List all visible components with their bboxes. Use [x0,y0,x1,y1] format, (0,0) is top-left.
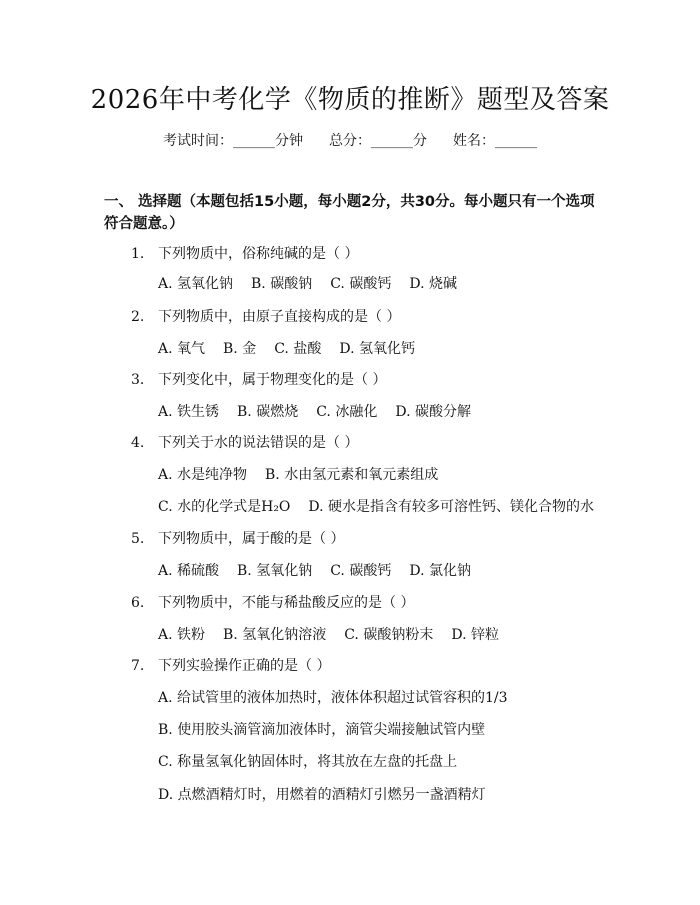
question-stem: 下列物质中，不能与稀盐酸反应的是（ ） [158,595,415,611]
question-1 [131,244,358,264]
question-3-options [158,402,471,422]
question-2-options [158,339,415,359]
question-3 [131,370,386,390]
option-a: A. 铁生锈 [158,404,220,420]
option-c: C. 碳酸钙 [330,276,392,292]
option-d: D. 烧碱 [409,276,457,292]
question-4-options-row-1 [158,465,438,485]
total-score-field: 总分：______分 [329,133,427,149]
question-4 [131,433,358,453]
option-b: B. 金 [223,341,257,357]
option-a: A. 氢氧化钠 [158,276,234,292]
option-b: B. 碳酸钠 [251,276,313,292]
option-c: C. 盐酸 [274,341,322,357]
question-number: 2. [131,309,145,325]
question-7-option-a: A. 给试管里的液体加热时，液体体积超过试管容积的1/3 [158,690,508,706]
option-d: D. 硬水是指含有较多可溶性钙、镁化合物的水 [308,499,595,515]
exam-meta [0,131,700,151]
option-b: B. 碳燃烧 [237,404,299,420]
option-a: A. 稀硫酸 [158,563,220,579]
page-title: 2026年中考化学《物质的推断》题型及答案 [90,85,610,115]
question-number: 6. [131,595,145,611]
option-d: D. 氯化钠 [409,563,471,579]
question-stem: 下列物质中，俗称纯碱的是（ ） [158,246,359,262]
option-b: B. 氢氧化钠溶液 [223,627,327,643]
question-stem: 下列物质中，属于酸的是（ ） [158,531,345,547]
option-c: C. 冰融化 [316,404,378,420]
question-4-options-row-2 [158,497,594,517]
question-number: 3. [131,372,145,388]
question-1-options [158,274,457,294]
option-a: A. 铁粉 [158,627,206,643]
option-c: C. 碳酸钙 [330,563,392,579]
exam-time-field: 考试时间：______分钟 [163,133,303,149]
name-field: 姓名：______ [453,133,537,149]
option-d: D. 碳酸分解 [395,404,471,420]
option-a: A. 氧气 [158,341,206,357]
question-stem: 下列变化中，属于物理变化的是（ ） [158,372,387,388]
question-stem: 下列物质中，由原子直接构成的是（ ） [158,309,401,325]
question-stem: 下列关于水的说法错误的是（ ） [158,435,359,451]
question-7-option-c: C. 称量氢氧化钠固体时，将其放在左盘的托盘上 [158,754,458,770]
option-d: D. 氢氧化钙 [339,341,415,357]
option-c: C. 水的化学式是H₂O [158,499,291,515]
question-6 [131,593,414,613]
question-5 [131,529,344,549]
question-7-option-d: D. 点燃酒精灯时，用燃着的酒精灯引燃另一盏酒精灯 [158,787,486,803]
option-a: A. 水是纯净物 [158,467,248,483]
question-number: 4. [131,435,145,451]
question-2 [131,307,400,327]
section-heading: 一、 选择题（本题包括15小题，每小题2分，共30分。每小题只有一个选项符合题意。） [104,194,595,232]
question-5-options [158,561,471,581]
question-number: 7. [131,658,145,674]
question-6-options [158,625,499,645]
question-number: 5. [131,531,145,547]
question-7-option-b: B. 使用胶头滴管滴加液体时，滴管尖端接触试管内壁 [158,722,486,738]
option-b: B. 水由氢元素和氧元素组成 [265,467,439,483]
option-c: C. 碳酸钠粉末 [344,627,434,643]
option-d: D. 锌粒 [451,627,499,643]
question-stem: 下列实验操作正确的是（ ） [158,658,331,674]
option-b: B. 氢氧化钠 [237,563,313,579]
question-number: 1. [131,246,145,262]
question-7 [131,656,330,676]
